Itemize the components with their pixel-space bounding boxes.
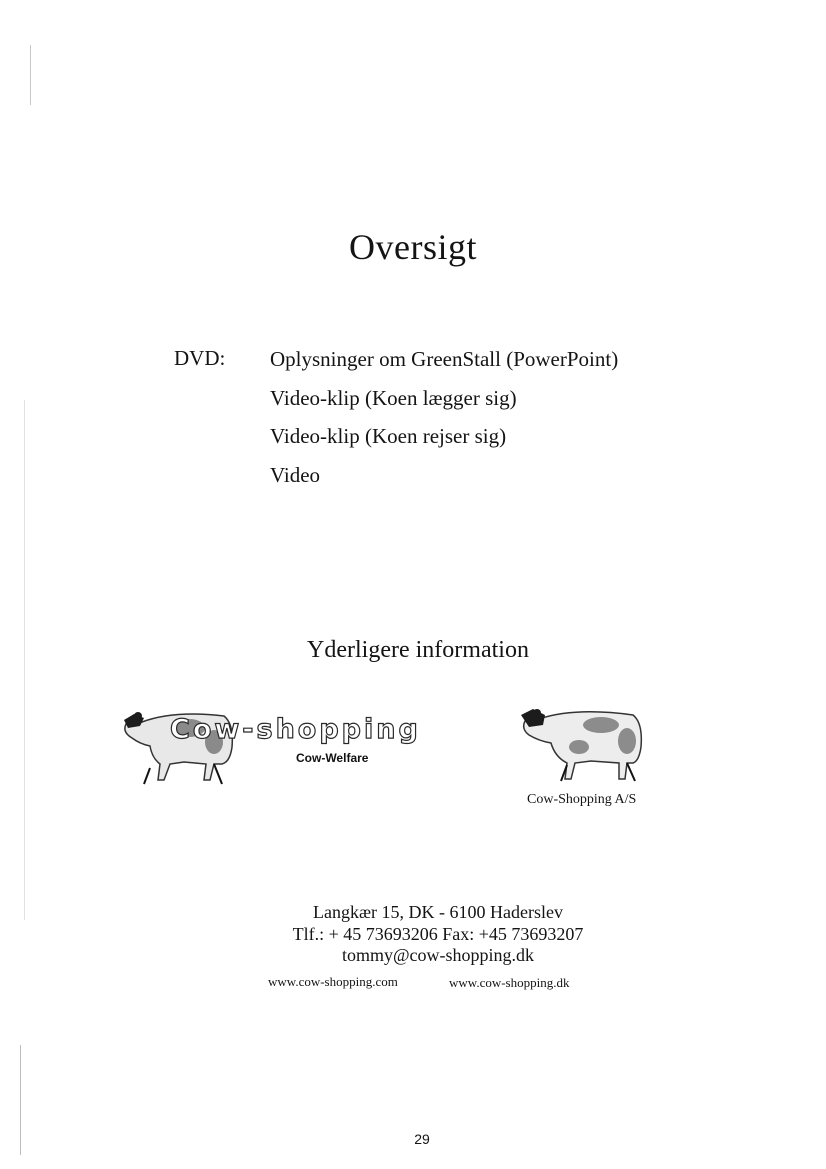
dvd-item-powerpoint: Oplysninger om GreenStall (PowerPoint) [270,347,619,371]
cow-shopping-as-caption: Cow-Shopping A/S [527,792,637,807]
page-number: 29 [414,1131,430,1147]
website-dk: www.cow-shopping.dk [449,975,570,990]
cow-icon [515,703,650,785]
cow-welfare-subtitle: Cow-Welfare [296,751,369,765]
street-address: Langkær 15, DK - 6100 Haderslev [313,902,563,922]
scan-edge-top [30,45,31,105]
email-address: tommy@cow-shopping.dk [341,945,535,965]
contact-address-block [0,902,826,967]
website-com: www.cow-shopping.com [268,974,398,989]
cow-shopping-cow-welfare-logo [114,702,421,788]
cow-shopping-as-logo [515,703,650,785]
further-information-heading: Yderligere information [307,637,529,663]
dvd-content-list [270,346,618,500]
dvd-item-video: Video [270,462,321,487]
dvd-label: DVD: [174,346,226,370]
dvd-item-video-standing-up: Video-klip (Koen rejser sig) [270,424,507,448]
dvd-item-video-lying-down: Video-klip (Koen lægger sig) [270,385,517,410]
page-title: Oversigt [349,227,477,267]
phone-fax: Tlf.: + 45 73693206 Fax: +45 73693207 [292,923,584,944]
cow-shopping-brand-text: Cow-shopping [170,714,421,745]
